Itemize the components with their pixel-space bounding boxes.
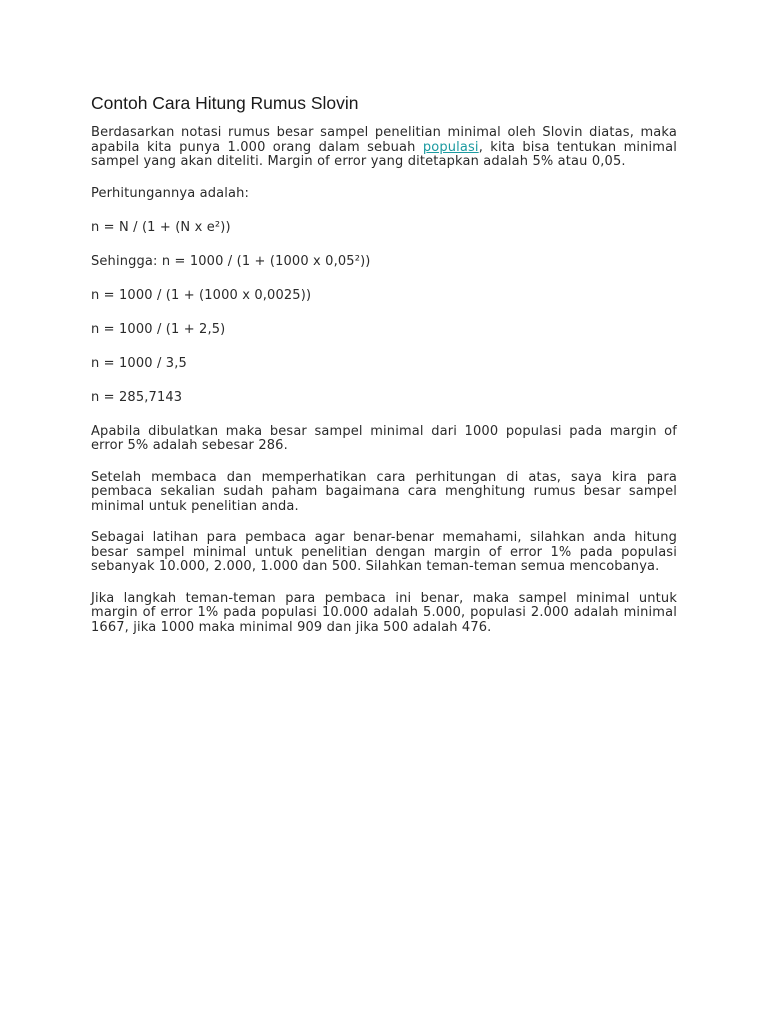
formula-line: n = 1000 / 3,5 <box>91 355 187 371</box>
answer-paragraph: Jika langkah teman-teman para pembaca ini benar, maka sampel minimal untuk margin of error 1% pada populasi 10.000 adalah 5.000, populasi 2.000 adalah minimal 1667, jika 1000 maka minimal 909 dan jika 500 adalah 476. <box>91 590 677 635</box>
formula-line: Sehingga: n = 1000 / (1 + (1000 x 0,05²)) <box>91 253 371 269</box>
page-title: Contoh Cara Hitung Rumus Slovin <box>91 93 359 113</box>
formula-line: n = 1000 / (1 + 2,5) <box>91 321 226 337</box>
exercise-paragraph: Sebagai latihan para pembaca agar benar-benar memahami, silahkan anda hitung besar sampel minimal untuk penelitian dengan margin of error 1% pada populasi sebanyak 10.000, 2.000, 1.000 dan 500. Silahkan teman-teman semua mencobanya. <box>91 530 677 574</box>
formula-result: n = 285,7143 <box>91 389 183 405</box>
intro-text-before-link: Berdasarkan notasi rumus besar sampel penelitian minimal oleh Slovin diatas, maka apabila kita punya 1.000 orang dalam sebuah <box>91 125 677 155</box>
rounding-paragraph: Apabila dibulatkan maka besar sampel minimal dari 1000 populasi pada margin of error 5% adalah sebesar 286. <box>91 423 677 453</box>
formula-line: n = 1000 / (1 + (1000 x 0,0025)) <box>91 287 312 303</box>
intro-paragraph <box>91 126 677 170</box>
intro-text-after-link: , kita bisa tentukan minimal sampel yang akan diteliti. Margin of error yang ditetapkan adalah 5% atau 0,05. <box>91 139 677 169</box>
formula-line: n = N / (1 + (N x e²)) <box>91 219 231 235</box>
populasi-link[interactable]: populasi <box>422 139 479 155</box>
document-page <box>91 92 677 652</box>
explanation-paragraph: Setelah membaca dan memperhatikan cara perhitungan di atas, saya kira para pembaca sekalian sudah paham bagaimana cara menghitung rumus besar sampel minimal untuk penelitian anda. <box>91 469 677 514</box>
calc-intro: Perhitungannya adalah: <box>91 185 250 201</box>
